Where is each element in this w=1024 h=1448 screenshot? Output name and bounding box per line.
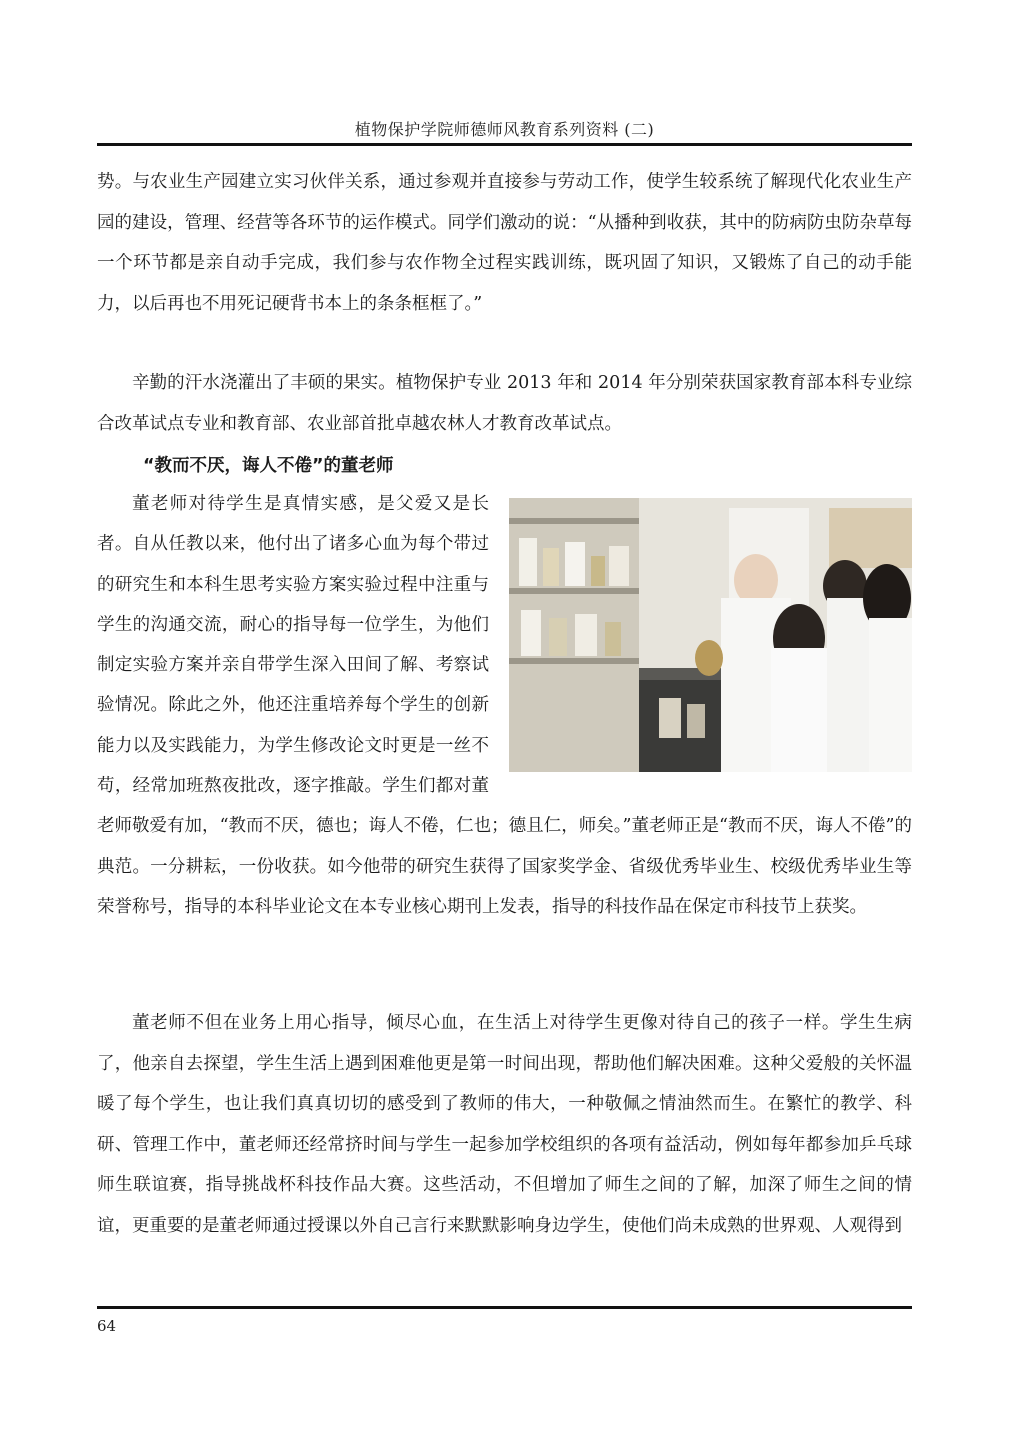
header-rule [97,143,912,146]
footer-rule [97,1306,912,1309]
paragraph-teacher-dong: 董老师对待学生是真情实感，是父爱又是长者。自从任教以来，他付出了诸多心血为每个带过的研究生和本科生思考实验方案实验过程中注重与学生的沟通交流，耐心的指导每一位学生，为他们制定实验方案并亲自带学生深入田间了解、考察试验情况。除此之外，他还注重培养每个学生的创新能力以及实践能力，为学生修改论文时更是一丝不苟，经常加班熬夜批改，逐字推敲。学生们都对董老师敬爱有加，“教而不厌，德也；诲人不倦，仁也；德且仁，师矣。”董老师正是“教而不厌，诲人不倦”的典范。一分耕耘，一份收获。如今他带的研究生获得了国家奖学金、省级优秀毕业生、校级优秀毕业生等荣誉称号，指导的本科毕业论文在本专业核心期刊上发表，指导的科技作品在保定市科技节上获奖。 [97,494,912,917]
text-with-photo [97,484,912,927]
paragraph-care: 董老师不但在业务上用心指导，倾尽心血，在生活上对待学生更像对待自己的孩子一样。学生生病了，他亲自去探望，学生生活上遇到困难他更是第一时间出现，帮助他们解决困难。这种父爱般的关怀温暖了每个学生，也让我们真真切切的感受到了教师的伟大，一种敬佩之情油然而生。在繁忙的教学、科研、管理工作中，董老师还经常挤时间与学生一起参加学校组织的各项有益活动，例如每年都参加乒乓球师生联谊赛，指导挑战杯科技作品大赛。这些活动，不但增加了师生之间的了解，加深了师生之间的情谊，更重要的是董老师通过授课以外自己言行来默默影响身边学生，使他们尚未成熟的世界观、人观得到 [97,1013,912,1236]
lab-photo [509,498,912,772]
page-number: 64 [97,1317,117,1335]
section-heading: “教而不厌，诲人不倦”的董老师 [143,456,394,476]
paragraph-continuation: 势。与农业生产园建立实习伙伴关系，通过参观并直接参与劳动工作，使学生较系统了解现代化农业生产园的建设，管理、经营等各环节的运作模式。同学们激动的说：“从播种到收获，其中的防病防虫防杂草每一个环节都是亲自动手完成，我们参与农作物全过程实践训练，既巩固了知识，又锻炼了自己的动手能力，以后再也不用死记硬背书本上的条条框框了。” [97,172,912,314]
paragraph-achievements: 辛勤的汗水浇灌出了丰硕的果实。植物保护专业 2013 年和 2014 年分别荣获国家教育部本科专业综合改革试点专业和教育部、农业部首批卓越农林人才教育改革试点。 [97,373,912,434]
running-header: 植物保护学院师德师风教育系列资料 (二) [354,120,655,139]
